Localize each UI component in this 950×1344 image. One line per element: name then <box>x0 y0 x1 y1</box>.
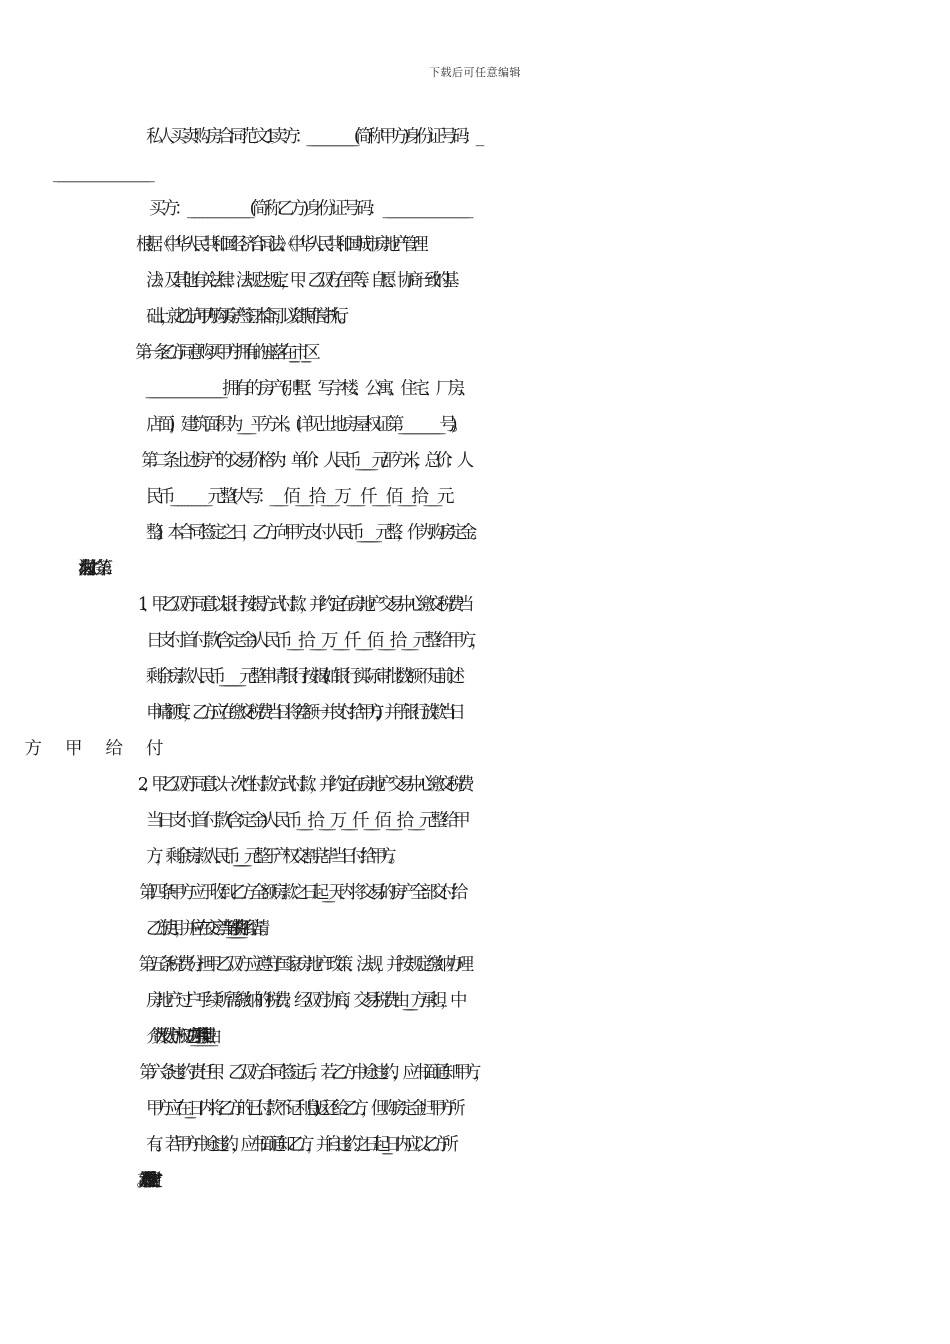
doc-line: 有。若甲方中途违约，应书面通知乙方，并自违约之日起____日内应以乙方所 <box>146 1135 451 1155</box>
doc-line <box>146 1169 950 1193</box>
doc-line <box>146 737 950 761</box>
doc-line <box>146 557 950 581</box>
doc-line: 房地产过户手续所需缴纳的税费。经双方协商，交易税费由_______方承担，中 <box>146 991 460 1011</box>
doc-line <box>146 161 950 185</box>
doc-line: 第四条 甲方应于收到乙方全额房款之日起____天内将交易的房产全部交付给 <box>146 883 462 903</box>
doc-line: 第六条 违约责任 甲、乙双方合同签定后，若乙方中途违约，应书面通知甲方， <box>146 1063 485 1083</box>
doc-line: 当日支付首付款(含定金)人民币____拾____万____仟____佰____拾____元整给甲 <box>146 811 465 831</box>
doc-line: 2、甲乙双方同意以一次性付款方式付款，并约定在房地产交易中心缴交税费 <box>146 775 467 795</box>
doc-line: 剩余房款人民币____________元整申请银行按揭(如银行实际审批数额不足前述 <box>146 667 458 687</box>
doc-line: 整)。本合同签定之日，乙方向甲方支付人民币 __________元整，作为购房定金。 <box>146 523 482 543</box>
doc-line: 店面)，建筑面积为_____平方米。(详见土地房屋权证第________________号)。 <box>146 415 463 435</box>
doc-line: 民币___________元整(大写：____佰____拾____万____仟____佰____拾____元 <box>146 487 450 507</box>
doc-line: 买方：________________(简称乙方) 身份证号码： ______________________ <box>146 199 469 219</box>
doc-line: _________________________拥有的房产(别墅、写字楼、公寓、住宅、厂房、 <box>146 379 472 399</box>
doc-line: 1、甲乙双方同意以银行按揭方式付款，并约定在房地产交易中心缴交税费当 <box>146 595 467 615</box>
doc-line: 私人买卖购房合同范文 1 卖方：_______________(简称甲方) 身份证号码：_ <box>146 127 479 147</box>
doc-line: 日支付首付款(含定金)人民币____拾____万____仟____佰____拾____元整给甲方， <box>146 631 483 651</box>
doc-line: 甲方应在____日内将乙方的已付款不记利息)返还给乙方，但购房定金归甲方所 <box>146 1099 458 1119</box>
doc-line: 第一条 乙方同意购买甲方拥有的座落在______市_____区 <box>146 343 313 363</box>
doc-line: 第二条 上述房产的交易价格为：单价：人民币________元/平方米，总价：人 <box>146 451 468 471</box>
doc-line: 介费及代办产权过户手续费由______方承担。 <box>146 1027 206 1047</box>
doc-line: 第五条 税费分担 甲乙双方应遵守国家房地产政策、法规，并按规定缴纳办理 <box>146 955 467 975</box>
header-note: 下载后可任意编辑 <box>429 66 521 79</box>
doc-line: 申请额度，乙方应在缴交税费当日将差额一并支付给甲方)，并于银行放款当日 <box>146 703 458 723</box>
doc-line: 法》及其他有关法律、法规之规定，甲、乙双方在平等、自愿、协商一致的基 <box>146 271 451 291</box>
doc-line: 乙方使用，并应在交房当日将_________等费用结清。 <box>146 919 268 939</box>
doc-line: 根据《中华人民共和国经济合同法》、《中华人民共和国城市房地产管理 <box>146 235 421 255</box>
doc-line: 方，剩余房款人民币____________元整于产权交割完毕当日付给甲方。 <box>146 847 399 867</box>
doc-line: 础上，就乙方向甲方购买房产签订本合同，以资共同信守执行。 <box>146 307 346 327</box>
